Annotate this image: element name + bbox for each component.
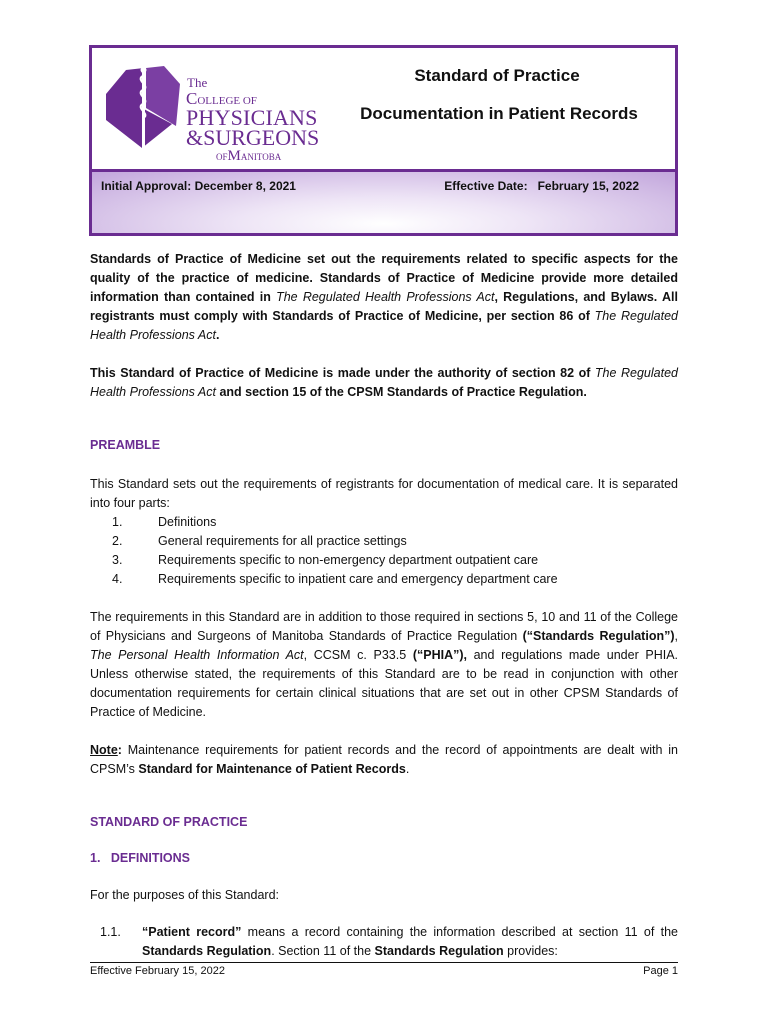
purposes-line: For the purposes of this Standard: [90, 888, 279, 902]
header-dates-band [92, 172, 675, 233]
logo-the: The [187, 75, 208, 90]
definitions-heading: 1. DEFINITIONS [90, 851, 191, 865]
initial-approval-date: Initial Approval: December 8, 2021 [101, 179, 296, 193]
list-item: 4. Requirements specific to inpatient care and emergency department care [112, 572, 558, 586]
logo-manitoba: OFMANITOBA [216, 148, 282, 164]
parts-list [90, 513, 678, 589]
cpsm-logo-icon [102, 64, 182, 150]
document-title: Standard of Practice [414, 66, 580, 85]
logo-college: COLLEGE OF [186, 89, 257, 108]
cpsm-logo-wordmark [186, 76, 319, 164]
preamble-lead: This Standard sets out the requirements of registrants for documentation of medical care. It is separated into four parts: [90, 477, 678, 510]
intro-paragraph-2: This Standard of Practice of Medicine is made under the authority of section 82 of The Regulated Health Professions Act and section 15 of the CPSM Standards of Practice Regulation. [90, 366, 678, 399]
logo-surgeons: &SURGEONS [186, 125, 320, 150]
definition-1-1: 1.1. “Patient record” means a record containing the information described at section 11 of the Standards Regulation. Section 11 of the Standards Regulation provides: [100, 925, 678, 958]
header-title-band [92, 48, 675, 172]
logo-physicians: PHYSICIANS [186, 105, 318, 130]
standard-heading: STANDARD OF PRACTICE [90, 815, 248, 829]
document-body [90, 250, 678, 961]
page-footer [90, 962, 678, 977]
list-item: 1. Definitions [112, 515, 217, 529]
intro-paragraph-1: Standards of Practice of Medicine set out the requirements related to specific aspects for the quality of the practice of medicine. Standards of Practice of Medicine provide more detailed information than contained in The Regulated Health Professions Act, Regulations, and Bylaws. All registrants must comply with Standards of Practice of Medicine, per section 86 of The Regulated Health Professions Act. [90, 252, 678, 342]
list-item: 3. Requirements specific to non-emergency department outpatient care [112, 553, 539, 567]
footer-effective-date: Effective February 15, 2022 [90, 965, 225, 977]
page-number: Page 1 [643, 965, 678, 977]
preamble-heading: PREAMBLE [90, 438, 161, 452]
document-subtitle: Documentation in Patient Records [360, 104, 638, 123]
list-item: 2. General requirements for all practice settings [112, 534, 407, 548]
requirements-paragraph: The requirements in this Standard are in addition to those required in sections 5, 10 and 11 of the College of Physicians and Surgeons of Manitoba Standards of Practice Regulation (“Standards Regulation”), The Personal Health Information Act, CCSM c. P33.5 (“PHIA”), and regulations made under PHIA. Unless otherwise stated, the requirements of this Standard are to be read in conjunction with other documentation requirements for certain clinical situations that are set out in other CPSM Standards of Practice of Medicine. [90, 610, 678, 719]
document-header [89, 45, 678, 236]
effective-date: Effective Date: February 15, 2022 [444, 179, 639, 193]
note-paragraph: Note: Maintenance requirements for patient records and the record of appointments are dealt with in CPSM’s Standard for Maintenance of Patient Records. [90, 743, 678, 776]
